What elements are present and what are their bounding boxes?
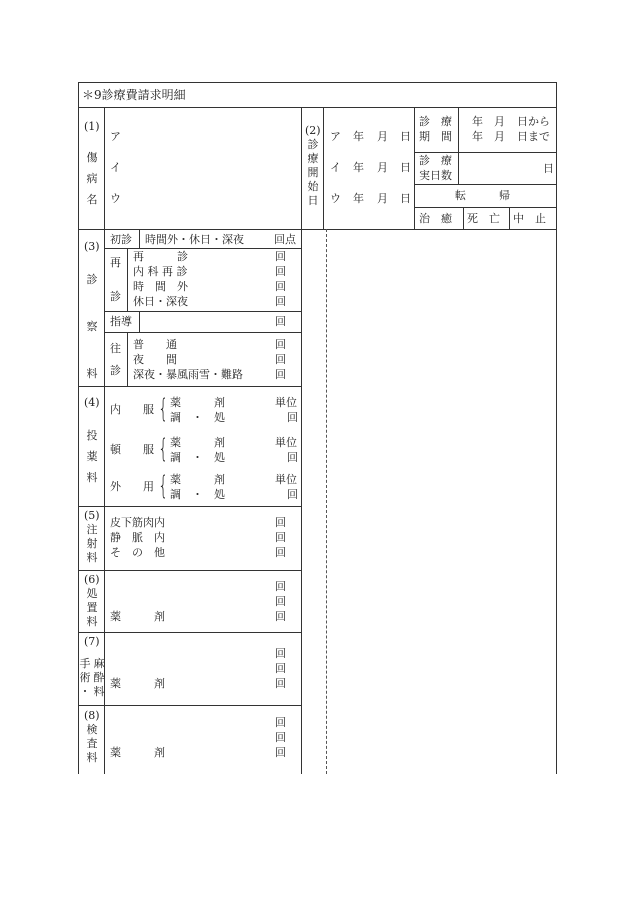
- s6-unit-1: 回: [275, 580, 286, 593]
- s3-saishin-label-1: 再: [110, 256, 121, 269]
- s3-shido: 指導: [110, 315, 132, 328]
- s3-shoshin-col: [139, 229, 140, 248]
- s5-bottom: [78, 570, 301, 571]
- s8-unit-1: 回: [275, 716, 286, 729]
- outcome-chiyu: 治 癒: [419, 212, 452, 225]
- s3-saishin-item-3: 時 間 外: [133, 280, 188, 293]
- s1-item-i: イ: [110, 161, 121, 174]
- s1-s2-divider: [301, 107, 302, 774]
- s8-unit-3: 回: [275, 746, 286, 759]
- s1-item-u: ウ: [110, 192, 121, 205]
- s7-unit-1: 回: [275, 647, 286, 660]
- s3-line1: [104, 248, 301, 249]
- s3-oshin-label-2: 診: [110, 364, 121, 377]
- s1-label: 傷 病 名: [86, 151, 98, 206]
- s3-saishin-unit-4: 回: [275, 295, 286, 308]
- outcome-tenki: 転 帰: [455, 189, 510, 202]
- s8-number: (8): [84, 709, 100, 722]
- period-label-1: 診 療: [419, 115, 452, 128]
- s1-item-a: ア: [110, 130, 121, 143]
- outcome-div2: [509, 207, 510, 229]
- period-label-col: [458, 107, 459, 184]
- s7-unit-3: 回: [275, 677, 286, 690]
- s3-line3: [104, 332, 301, 333]
- s3-shido-unit: 回: [275, 315, 286, 328]
- days-label-1: 診 療: [419, 154, 452, 167]
- days-label-2: 実日数: [419, 169, 452, 182]
- s6-number: (6): [84, 573, 100, 586]
- title-divider: [78, 107, 557, 108]
- s5-label: 注 射 料: [86, 523, 98, 564]
- s3-saishin-col: [127, 248, 128, 311]
- s3-oshin-item-3: 深夜・暴風雨雪・難路: [133, 368, 243, 381]
- s3-saishin-item-4: 休日・深夜: [133, 295, 188, 308]
- s1-bottom: [78, 229, 557, 230]
- s3-shoshin-detail: 時間外・休日・深夜: [145, 233, 244, 246]
- center-dashed-line: [326, 229, 327, 774]
- brace-icon: {: [158, 394, 169, 424]
- s5-item-1: 皮下筋肉内: [110, 516, 165, 529]
- s3-oshin-unit-2: 回: [275, 353, 286, 366]
- brace-icon: {: [158, 471, 169, 501]
- s6-unit-3: 回: [275, 610, 286, 623]
- s4-bottom: [78, 506, 301, 507]
- s3-oshin-item-2: 夜 間: [133, 353, 177, 366]
- period-row-line: [414, 152, 556, 153]
- s8-unit-2: 回: [275, 731, 286, 744]
- s1-number: (1): [84, 120, 100, 133]
- s2-number: (2): [305, 124, 321, 137]
- s3-shido-col: [139, 311, 140, 332]
- s3-line2: [104, 311, 301, 312]
- period-to-month: 月: [494, 130, 505, 143]
- s6-unit-2: 回: [275, 595, 286, 608]
- period-to-year: 年: [472, 130, 483, 143]
- tenki-row-line: [414, 207, 556, 208]
- s7-label-a: 手 術 ・: [79, 657, 91, 698]
- s4-label: 投 薬 料: [86, 429, 98, 484]
- frame-right: [556, 82, 557, 774]
- period-from-year: 年: [472, 115, 483, 128]
- s8-drug: 薬 剤: [110, 746, 165, 759]
- s5-item-2: 静 脈 内: [110, 531, 165, 544]
- outcome-chushi: 中 止: [513, 212, 546, 225]
- s4-number: (4): [84, 396, 100, 409]
- s2-label: 診 療 開 始 日: [307, 138, 319, 207]
- s3-number: (3): [84, 240, 100, 253]
- s6-drug: 薬 剤: [110, 610, 165, 623]
- s3-oshin-unit-1: 回: [275, 338, 286, 351]
- days-row-line: [414, 184, 556, 185]
- s3-saishin-unit-3: 回: [275, 280, 286, 293]
- days-unit: 日: [543, 162, 554, 175]
- period-from-month: 月: [494, 115, 505, 128]
- s7-drug: 薬 剤: [110, 677, 165, 690]
- s7-label-b: 麻 酔 料: [93, 657, 105, 698]
- form-title: ＊9診療費請求明細: [82, 88, 186, 102]
- s5-number: (5): [84, 509, 100, 522]
- s3-bottom: [78, 386, 301, 387]
- s3-saishin-item-2: 内 科 再 診: [133, 265, 188, 278]
- s3-saishin-unit-2: 回: [275, 265, 286, 278]
- brace-icon: {: [158, 434, 169, 464]
- s3-oshin-unit-3: 回: [275, 368, 286, 381]
- s7-number: (7): [84, 635, 100, 648]
- period-to-day: 日まで: [517, 130, 550, 143]
- s3-label: 診 察 料: [86, 273, 98, 380]
- s6-label: 処 置 料: [86, 587, 98, 628]
- s3-saishin-label-2: 診: [110, 290, 121, 303]
- outcome-shibo: 死 亡: [467, 212, 500, 225]
- s5-unit-3: 回: [275, 546, 286, 559]
- s7-unit-2: 回: [275, 662, 286, 675]
- s7-bottom: [78, 705, 301, 706]
- s5-unit-2: 回: [275, 531, 286, 544]
- s8-label: 検 査 料: [86, 723, 98, 764]
- s3-oshin-col: [127, 332, 128, 386]
- outcome-div1: [463, 207, 464, 229]
- s5-item-3: そ の 他: [110, 546, 165, 559]
- s2-label-col: [323, 107, 324, 229]
- frame-top: [78, 82, 557, 83]
- period-label-2: 期 間: [419, 130, 452, 143]
- s2-period-divider: [414, 107, 415, 229]
- s3-oshin-label-1: 往: [110, 342, 121, 355]
- s3-shoshin: 初診: [110, 233, 132, 246]
- s5-unit-1: 回: [275, 516, 286, 529]
- s3-saishin-item-1: 再 診: [133, 250, 188, 263]
- s6-bottom: [78, 632, 301, 633]
- s3-shoshin-unit: 回点: [274, 233, 296, 246]
- s3-saishin-unit-1: 回: [275, 250, 286, 263]
- period-from-day: 日から: [517, 115, 550, 128]
- s3-oshin-item-1: 普 通: [133, 338, 177, 351]
